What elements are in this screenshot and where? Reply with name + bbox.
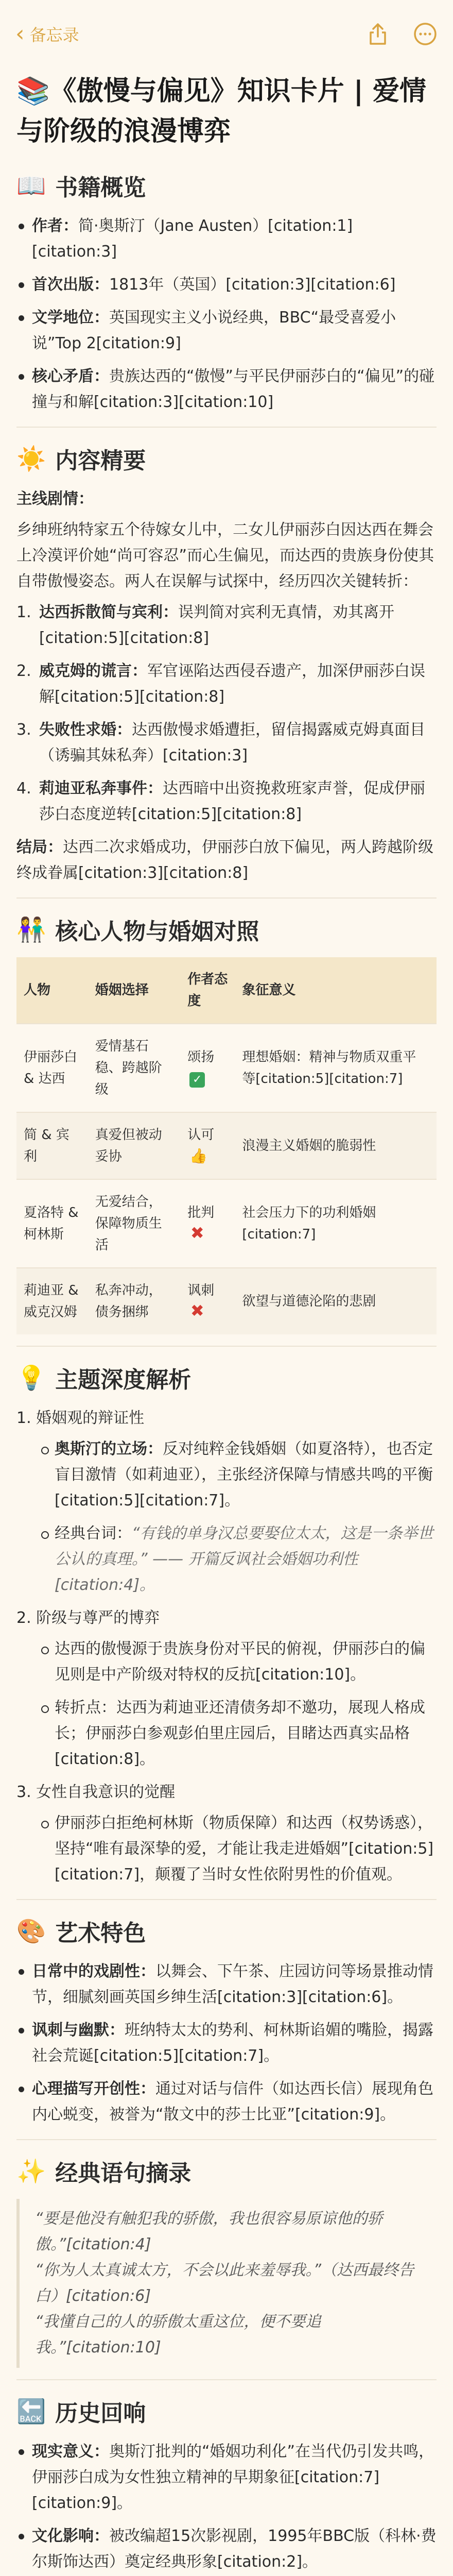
table-cell: 浪漫主义婚姻的脆弱性: [235, 1112, 437, 1179]
summary-heading: [16, 442, 437, 475]
overview-heading-text: 书籍概览: [55, 175, 146, 201]
lightbulb-icon: 💡: [16, 1363, 46, 1392]
list-item: 文学地位：英国现实主义小说经典，BBC“最受喜爱小说”Top 2[citation:9]: [32, 305, 437, 357]
theme-subheading: 1. 婚姻观的辩证性: [16, 1409, 145, 1427]
quotes-heading-text: 经典语句摘录: [55, 2160, 191, 2187]
list-item: 日常中的戏剧性：以舞会、下午茶、庄园访问等场景推动情节，细腻刻画英国乡绅生活[citation:3][citation:6]。: [32, 1959, 437, 2010]
table-cell: 欲望与道德沦陷的悲剧: [235, 1268, 437, 1334]
characters-heading-text: 核心人物与婚姻对照: [55, 919, 259, 945]
turning-points: [16, 600, 437, 827]
top-bar: [0, 0, 453, 68]
table-row: [16, 1024, 437, 1112]
theme-subheading: 3. 女性自我意识的觉醒: [16, 1783, 176, 1801]
chevron-left-icon: ‹: [15, 21, 25, 47]
table-cell: 理想婚姻：精神与物质双重平等[citation:5][citation:7]: [235, 1024, 437, 1112]
plot-text: 乡绅班纳特家五个待嫁女儿中，二女儿伊丽莎白因达西在舞会上冷漠评价她“尚可容忍”而心生偏见，而达西的贵族身份使其自带傲慢姿态。两人在误解与试探中，经历四次关键转折：: [16, 521, 434, 590]
art-list: [16, 1959, 437, 2128]
share-icon[interactable]: [365, 22, 390, 46]
table-cell: 无爱结合，保障物质生活: [88, 1179, 181, 1268]
history-heading: [16, 2395, 437, 2428]
character-table: [16, 957, 437, 1334]
table-cell: 批判 ✖: [180, 1179, 235, 1268]
theme-list: [16, 1436, 437, 1598]
quote-line: “我懂自己的人的骄傲太重这位，便不要追我。”[citation:10]: [35, 2313, 321, 2357]
list-item: 作者：简·奥斯汀（Jane Austen）[citation:1][citation:3]: [32, 213, 437, 265]
list-item: 讽刺与幽默：班纳特太太的势利、柯林斯谄媚的嘴脸，揭露社会荒诞[citation:5][citation:7]。: [32, 2018, 437, 2069]
table-cell: 爱情基石稳、跨越阶级: [88, 1024, 181, 1112]
table-row: [16, 1112, 437, 1179]
palette-icon: 🎨: [16, 1917, 46, 1945]
summary-heading-text: 内容精要: [55, 448, 146, 474]
art-heading: [16, 1914, 437, 1947]
table-cell: 私奔冲动，债务捆绑: [88, 1268, 181, 1334]
table-row: [16, 1179, 437, 1268]
divider: [16, 1899, 437, 1900]
characters-heading: [16, 913, 437, 946]
table-header: 人物: [16, 957, 88, 1024]
back-arrow-icon: 🔙: [16, 2397, 46, 2425]
back-button[interactable]: [15, 22, 79, 46]
plot-label: 主线剧情：: [16, 490, 94, 508]
list-item: 文化影响：被改编超15次影视剧，1995年BBC版（科林·费尔斯饰达西）奠定经典形象[citation:2]。: [32, 2523, 437, 2575]
art-heading-text: 艺术特色: [55, 1920, 146, 1946]
table-header: 象征意义: [235, 957, 437, 1024]
table-header: 婚姻选择: [88, 957, 181, 1024]
list-item: 心理描写开创性：通过对话与信件（如达西长信）展现角色内心蜕变，被誉为“散文中的莎士比亚”[citation:9]。: [32, 2076, 437, 2128]
list-item: 经典台词：“有钱的单身汉总要娶位太太，这是一条举世公认的真理。” —— 开篇反讽社会婚姻功利性[citation:4]。: [55, 1521, 437, 1598]
list-item: 伊丽莎白拒绝柯林斯（物质保障）和达西（权势诱惑），坚持“唯有最深挚的爱，才能让我走进婚姻”[citation:5][citation:7]，颠覆了当时女性依附男性的价值观。: [55, 1810, 437, 1888]
book-icon: 📖: [16, 171, 46, 199]
table-cell: 伊丽莎白 & 达西: [16, 1024, 88, 1112]
list-item: 转折点：达西为莉迪亚还清债务却不邀功，展现人格成长；伊丽莎白参观彭伯里庄园后，目睹达西真实品格[citation:8]。: [55, 1695, 437, 1772]
history-list: [16, 2439, 437, 2575]
toolbar-icons: [365, 22, 438, 46]
more-icon[interactable]: [413, 22, 438, 46]
list-item: 首次出版：1813年（英国）[citation:3][citation:6]: [32, 272, 437, 298]
list-item: 现实意义：奥斯汀批判的“婚姻功利化”在当代仍引发共鸣，伊丽莎白成为女性独立精神的早期象征[citation:7][citation:9]。: [32, 2439, 437, 2516]
history-heading-text: 历史回响: [55, 2400, 146, 2427]
table-cell: 简 & 宾利: [16, 1112, 88, 1179]
check-icon: ✓: [189, 1072, 205, 1088]
table-cell: 夏洛特 & 柯林斯: [16, 1179, 88, 1268]
table-cell: 颂扬 ✓: [180, 1024, 235, 1112]
back-label: 备忘录: [29, 25, 79, 45]
divider: [16, 897, 437, 899]
list-item: 2. 威克姆的谎言：军官诬陷达西侵吞遗产，加深伊丽莎白误解[citation:5][citation:8]: [16, 662, 425, 706]
thumbs-up-icon: 👍: [189, 1147, 208, 1164]
table-cell: 真爱但被动妥协: [88, 1112, 181, 1179]
list-item: 3. 失败性求婚：达西傲慢求婚遭拒，留信揭露威克姆真面目（诱骗其妹私奔）[citation:3]: [16, 721, 425, 765]
themes-heading: [16, 1361, 437, 1394]
themes-heading-text: 主题深度解析: [55, 1367, 191, 1393]
divider: [16, 2379, 437, 2380]
sparkles-icon: ✨: [16, 2157, 46, 2185]
table-header-row: [16, 957, 437, 1024]
table-cell: 莉迪亚 & 威克汉姆: [16, 1268, 88, 1334]
table-cell: 社会压力下的功利婚姻[citation:7]: [235, 1179, 437, 1268]
couple-icon: 👫: [16, 915, 46, 943]
table-row: [16, 1268, 437, 1334]
ending-text: 结局：达西二次求婚成功，伊丽莎白放下偏见，两人跨越阶级终成眷属[citation:3][citation:8]: [16, 838, 433, 882]
list-item: 4. 莉迪亚私奔事件：达西暗中出资挽救班家声誉，促成伊丽莎白态度逆转[citation:5][citation:8]: [16, 779, 425, 823]
table-header: 作者态度: [180, 957, 235, 1024]
table-cell: 认可 👍: [180, 1112, 235, 1179]
theme-list: [16, 1810, 437, 1888]
divider: [16, 2139, 437, 2140]
list-item: 1. 达西拆散简与宾利：误判简对宾利无真情，劝其离开[citation:5][citation:8]: [16, 603, 394, 647]
quote-block: [16, 2199, 437, 2368]
theme-list: [16, 1636, 437, 1772]
sun-icon: ☀️: [16, 444, 46, 472]
note-content[interactable]: [0, 71, 453, 2576]
note-title: 📚《傲慢与偏见》知识卡片 | 爱情与阶级的浪漫博弈: [16, 76, 426, 147]
quote-line: “要是他没有触犯我的骄傲，我也很容易原谅他的骄傲。”[citation:4]: [35, 2210, 383, 2253]
cross-icon: ✖: [190, 1301, 204, 1320]
list-item: 核心矛盾：贵族达西的“傲慢”与平民伊丽莎白的“偏见”的碰撞与和解[citation:3][citation:10]: [32, 364, 437, 415]
quotes-heading: [16, 2155, 437, 2188]
overview-heading: [16, 169, 437, 202]
cross-icon: ✖: [190, 1223, 204, 1243]
overview-list: [16, 213, 437, 415]
theme-subheading: 2. 阶级与尊严的博弈: [16, 1609, 160, 1627]
divider: [16, 1346, 437, 1347]
list-item: 达西的傲慢源于贵族身份对平民的俯视，伊丽莎白的偏见则是中产阶级对特权的反抗[citation:10]。: [55, 1636, 437, 1688]
quote-line: “你为人太真诚太方，不会以此来羞辱我。”（达西最终告白）[citation:6]: [35, 2261, 414, 2305]
divider: [16, 427, 437, 428]
table-cell: 讽刺 ✖: [180, 1268, 235, 1334]
list-item: 奥斯汀的立场：反对纯粹金钱婚姻（如夏洛特），也否定盲目激情（如莉迪亚），主张经济保障与情感共鸣的平衡[citation:5][citation:7]。: [55, 1436, 437, 1514]
